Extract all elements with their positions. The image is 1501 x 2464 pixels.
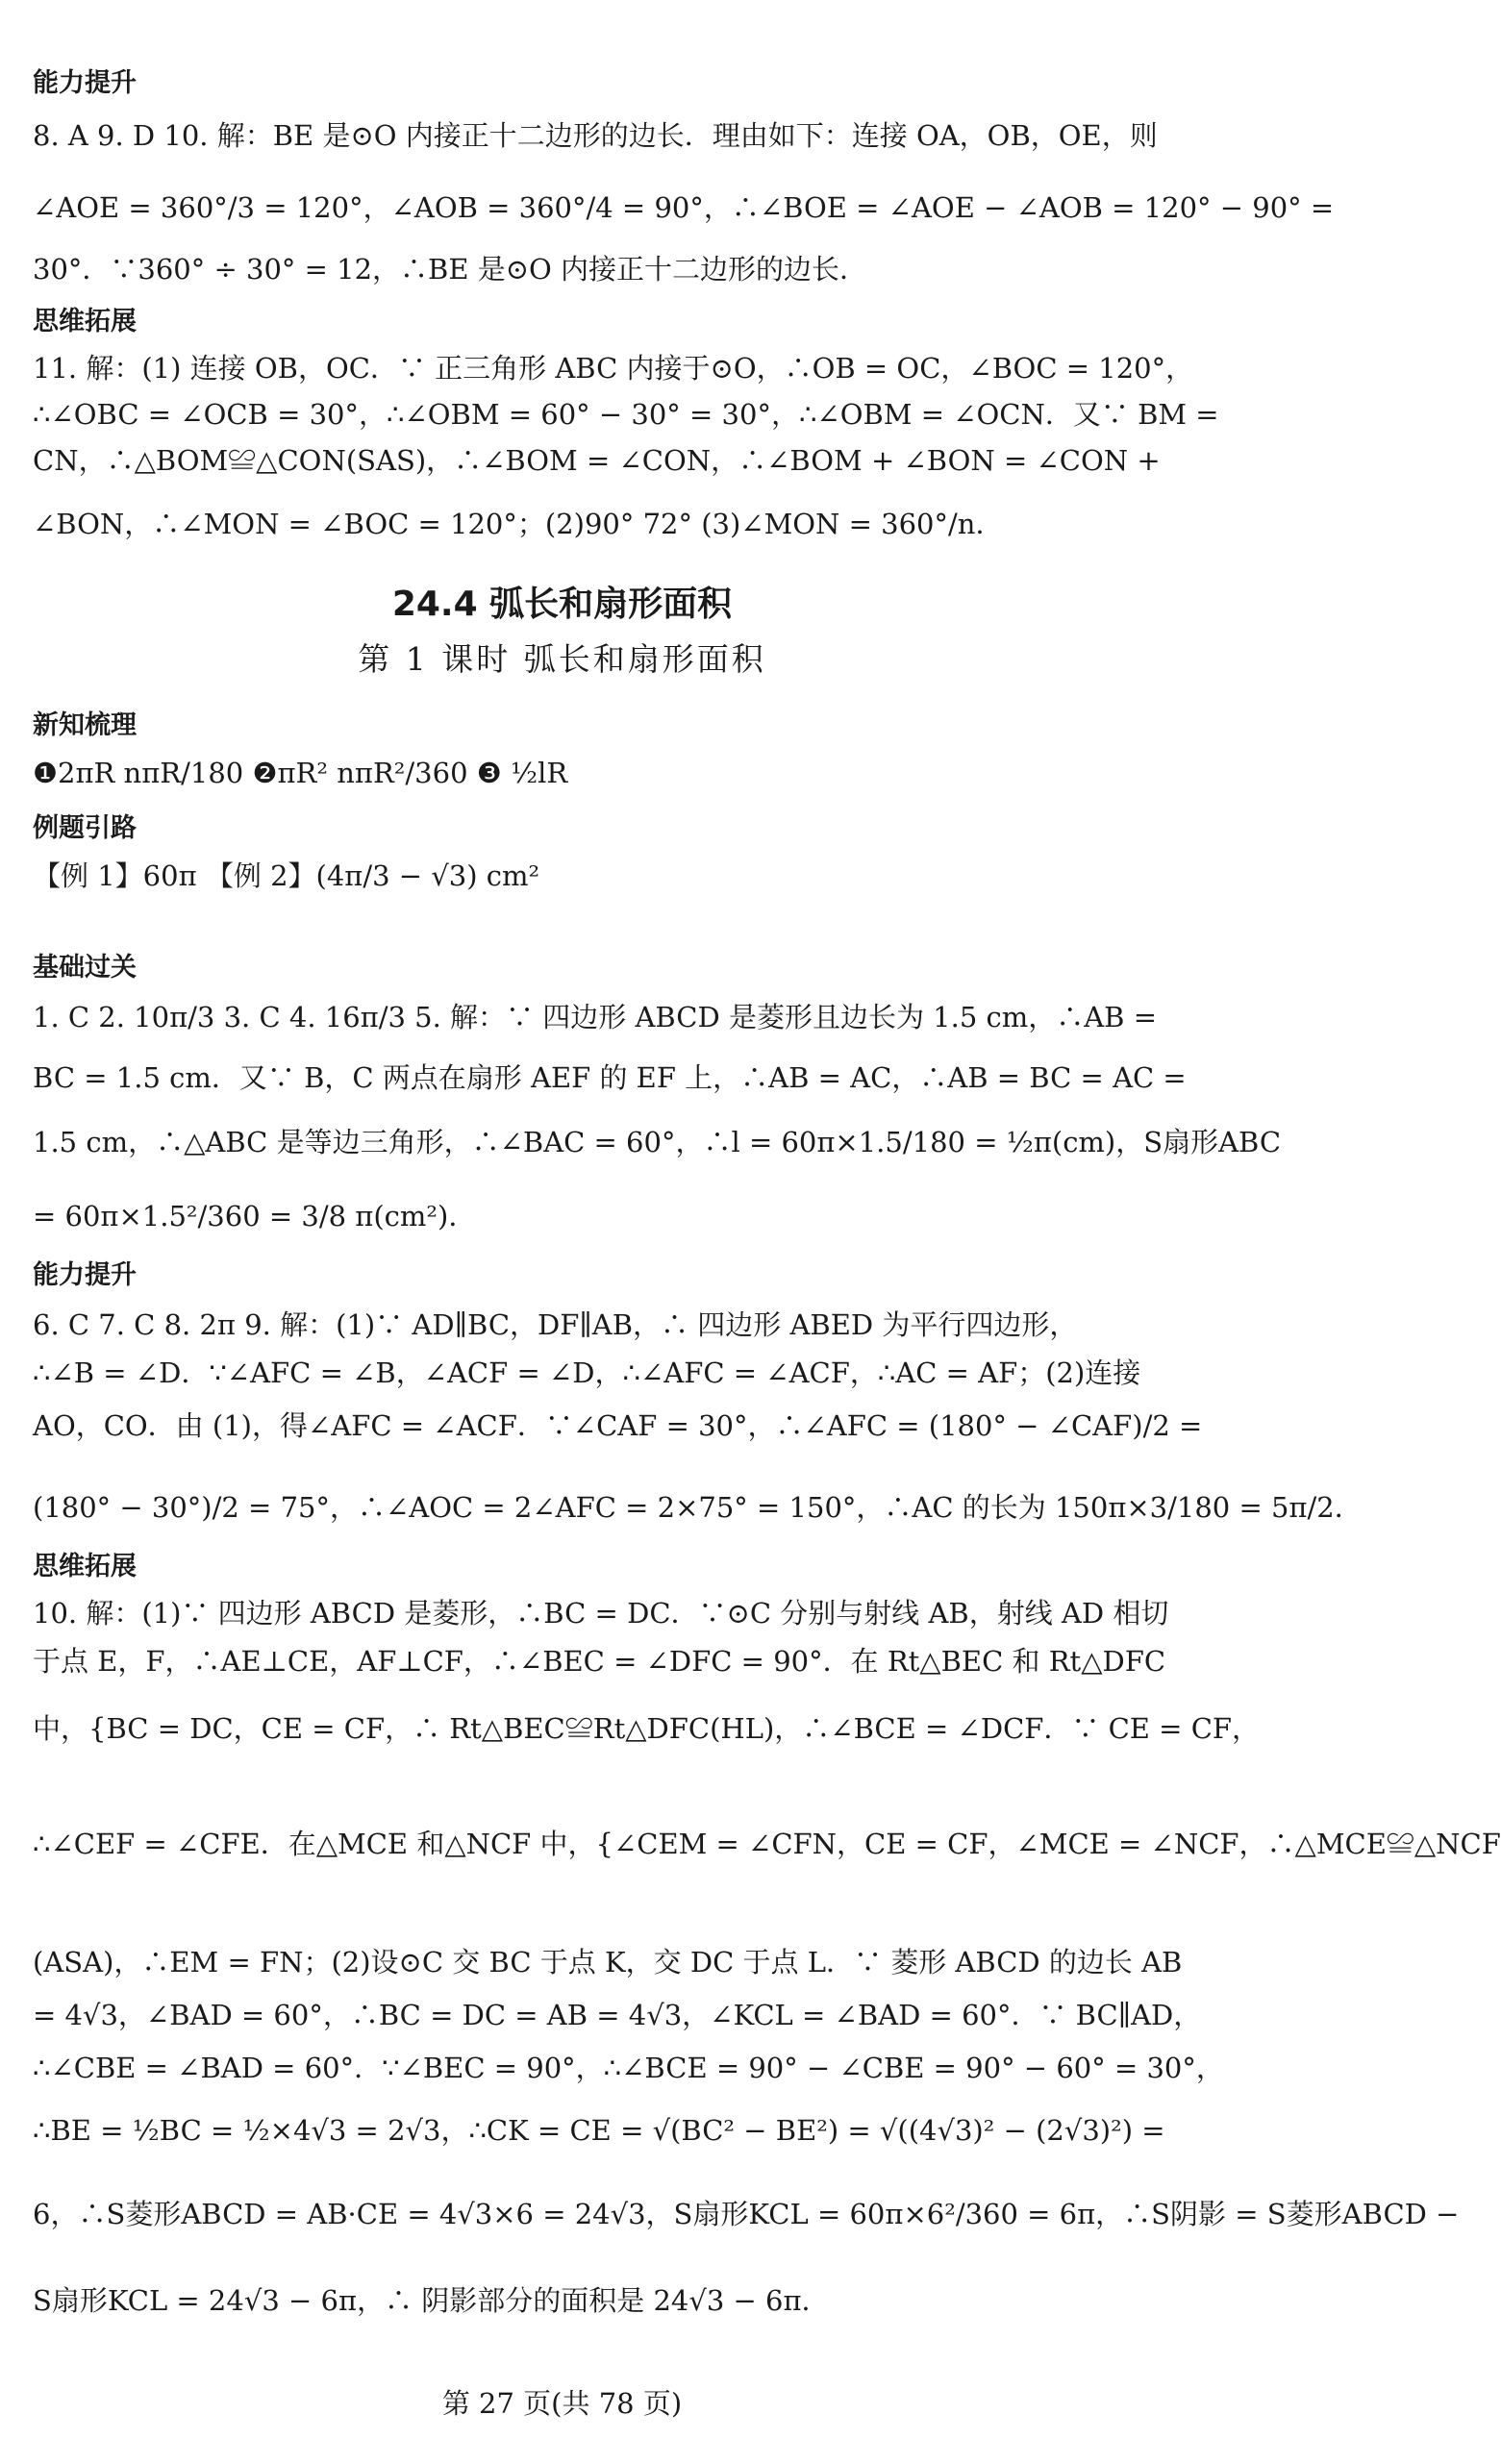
answer-line: 8. A 9. D 10. 解：BE 是⊙O 内接正十二边形的边长．理由如下：连接 OA，OB，OE，则 bbox=[33, 119, 1158, 152]
answer-line: 11. 解：(1) 连接 OB，OC．∵ 正三角形 ABC 内接于⊙O，∴OB = OC，∠BOC = 120°， bbox=[33, 352, 1194, 385]
answer-line: (180° − 30°)/2 = 75°，∴∠AOC = 2∠AFC = 2×75° = 150°，∴AC 的长为 150π×3/180 = 5π/2． bbox=[33, 1491, 1363, 1524]
answer-line: ∴∠CEF = ∠CFE．在△MCE 和△NCF 中，{∠CEM = ∠CFN，CE = CF，∠MCE = ∠NCF，∴△MCE≌△NCF bbox=[33, 1828, 1501, 1860]
page-footer: 第 27 页(共 78 页) bbox=[441, 2387, 683, 2420]
answer-line: 【例 1】60π 【例 2】(4π/3 − √3) cm² bbox=[33, 859, 540, 892]
answer-line: 于点 E，F，∴AE⊥CE，AF⊥CF，∴∠BEC = ∠DFC = 90°．在 Rt△BEC 和 Rt△DFC bbox=[33, 1645, 1166, 1678]
answer-line: BC = 1.5 cm．又∵ B，C 两点在扇形 AEF 的 EF 上，∴AB = AC，∴AB = BC = AC = bbox=[33, 1061, 1187, 1094]
answer-line: = 60π×1.5²/360 = 3/8 π(cm²)． bbox=[33, 1200, 477, 1232]
answer-line: 1. C 2. 10π/3 3. C 4. 16π/3 5. 解：∵ 四边形 ABCD 是菱形且边长为 1.5 cm，∴AB = bbox=[33, 1001, 1158, 1033]
answer-line: 6. C 7. C 8. 2π 9. 解：(1)∵ AD∥BC，DF∥AB，∴ 四边形 ABED 为平行四边形， bbox=[33, 1308, 1078, 1341]
answer-line: AO，CO．由 (1)，得∠AFC = ∠ACF．∵∠CAF = 30°，∴∠AFC = (180° − ∠CAF)/2 = bbox=[33, 1409, 1203, 1442]
lesson-title: 第 1 课时 弧长和扇形面积 bbox=[358, 640, 766, 678]
answer-line: 1.5 cm，∴△ABC 是等边三角形，∴∠BAC = 60°，∴l = 60π×1.5/180 = ½π(cm)，S扇形ABC bbox=[33, 1126, 1282, 1158]
answer-line: S扇形KCL = 24√3 − 6π，∴ 阴影部分的面积是 24√3 − 6π． bbox=[33, 2284, 830, 2317]
answer-line: ∠BON，∴∠MON = ∠BOC = 120°；(2)90° 72° (3)∠MON = 360°/n． bbox=[33, 508, 1004, 540]
subsection-heading: 能力提升 bbox=[33, 1260, 137, 1290]
answer-line: CN，∴△BOM≌△CON(SAS)，∴∠BOM = ∠CON，∴∠BOM + ∠BON = ∠CON + bbox=[33, 444, 1161, 477]
answer-line: ∴∠OBC = ∠OCB = 30°，∴∠OBM = 60° − 30° = 30°，∴∠OBM = ∠OCN．又∵ BM = bbox=[33, 398, 1219, 431]
answer-line: ❶2πR nπR/180 ❷πR² nπR²/360 ❸ ½lR bbox=[33, 757, 568, 789]
answer-line: (ASA)，∴EM = FN；(2)设⊙C 交 BC 于点 K，交 DC 于点 L．∵ 菱形 ABCD 的边长 AB bbox=[33, 1946, 1183, 1979]
answer-line: = 4√3，∠BAD = 60°，∴BC = DC = AB = 4√3，∠KCL = ∠BAD = 60°．∵ BC∥AD， bbox=[33, 1999, 1202, 2031]
subsection-heading: 能力提升 bbox=[33, 68, 137, 98]
subsection-heading: 思维拓展 bbox=[33, 307, 137, 336]
subsection-heading: 新知梳理 bbox=[33, 710, 137, 740]
answer-line: 6，∴S菱形ABCD = AB·CE = 4√3×6 = 24√3，S扇形KCL = 60π×6²/360 = 6π，∴S阴影 = S菱形ABCD − bbox=[33, 2198, 1460, 2230]
answer-line: ∴∠B = ∠D．∵∠AFC = ∠B，∠ACF = ∠D，∴∠AFC = ∠ACF，∴AC = AF；(2)连接 bbox=[33, 1356, 1141, 1389]
section-title: 24.4 弧长和扇形面积 bbox=[391, 585, 733, 624]
subsection-heading: 思维拓展 bbox=[33, 1552, 137, 1581]
answer-line: ∴BE = ½BC = ½×4√3 = 2√3，∴CK = CE = √(BC² − BE²) = √((4√3)² − (2√3)²) = bbox=[33, 2114, 1165, 2147]
answer-line: 10. 解：(1)∵ 四边形 ABCD 是菱形，∴BC = DC．∵⊙C 分别与射线 AB，射线 AD 相切 bbox=[33, 1597, 1169, 1630]
subsection-heading: 基础过关 bbox=[33, 953, 137, 983]
subsection-heading: 例题引路 bbox=[33, 813, 137, 843]
answer-line: 30°．∵360° ÷ 30° = 12，∴BE 是⊙O 内接正十二边形的边长． bbox=[33, 253, 868, 286]
answer-line: ∴∠CBE = ∠BAD = 60°．∵∠BEC = 90°，∴∠BCE = 90° − ∠CBE = 90° − 60° = 30°， bbox=[33, 2052, 1224, 2084]
answer-line: 中，{BC = DC，CE = CF，∴ Rt△BEC≌Rt△DFC(HL)，∴∠BCE = ∠DCF．∵ CE = CF， bbox=[33, 1712, 1261, 1745]
answer-line: ∠AOE = 360°/3 = 120°，∠AOB = 360°/4 = 90°，∴∠BOE = ∠AOE − ∠AOB = 120° − 90° = bbox=[33, 191, 1335, 224]
